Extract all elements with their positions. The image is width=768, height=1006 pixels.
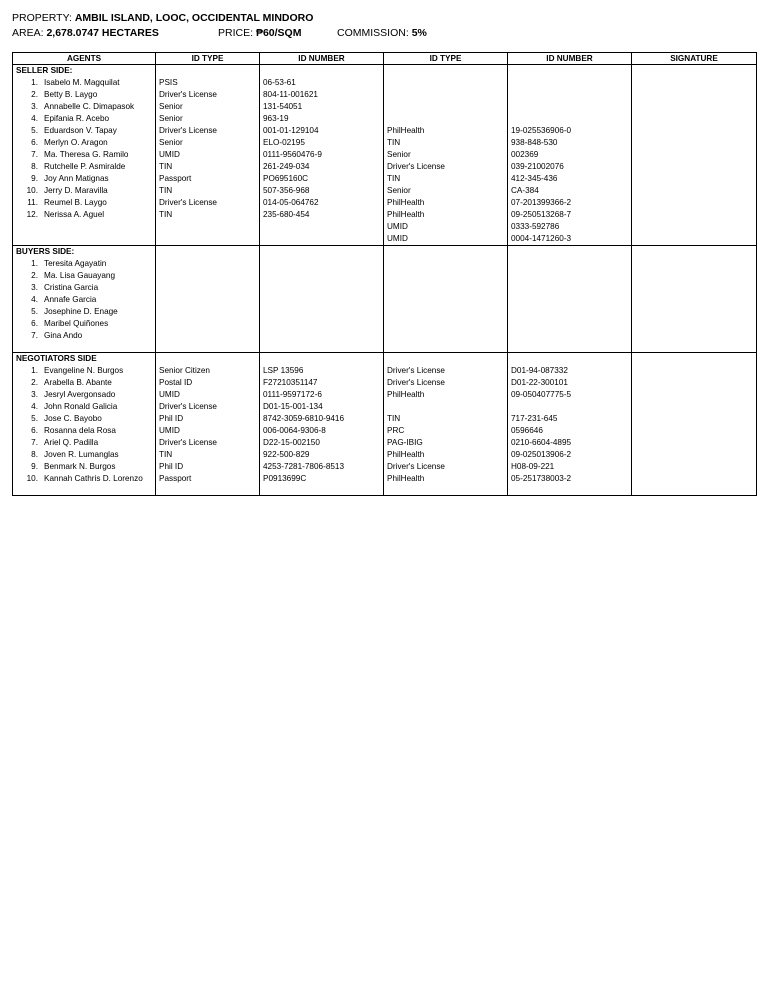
section-title: BUYERS SIDE: [16, 247, 75, 256]
agent-name: John Ronald Galicia [44, 402, 118, 411]
id-type-value: UMID [387, 234, 408, 243]
col-id-number-1: ID NUMBER [260, 53, 384, 65]
agent-number: 6. [31, 138, 38, 147]
agent-item [13, 449, 155, 461]
agent-name: Rutchelle P. Asmiralde [44, 162, 126, 171]
id-number-value: 235-680-454 [263, 210, 310, 219]
id-number-value: D01-15-001-134 [263, 402, 323, 411]
spacer [384, 353, 507, 365]
id-number-value: 507-356-968 [263, 186, 310, 195]
agent-item [13, 318, 155, 330]
id-number-value: 0210-6604-4895 [511, 438, 572, 447]
id-number-value: ELO-02195 [263, 138, 305, 147]
id-number-value: 09-025013906-2 [511, 450, 572, 459]
agent-item [13, 306, 155, 318]
agent-name: Jesryl Avergonsado [44, 390, 116, 399]
id-type-value: Driver's License [387, 366, 445, 375]
id-type-value: TIN [387, 414, 401, 423]
property-line [12, 12, 313, 24]
agent-name: Cristina Garcia [44, 283, 99, 292]
agent-name: Benmark N. Burgos [44, 462, 116, 471]
agent-name: Joy Ann Matignas [44, 174, 109, 183]
agent-number: 10. [26, 186, 38, 195]
agents-cell [13, 65, 156, 246]
agent-number: 7. [31, 331, 38, 340]
agent-name: Annafe Garcia [44, 295, 97, 304]
id-number-value: F27210351147 [263, 378, 318, 387]
agent-number: 4. [31, 402, 38, 411]
negotiators-section [13, 353, 757, 496]
agent-number: 3. [31, 283, 38, 292]
agent-number: 10. [26, 474, 38, 483]
id-type-value: Driver's License [159, 198, 217, 207]
signature-cell[interactable] [632, 65, 757, 246]
agent-item [13, 161, 155, 173]
id-number-value: 963-19 [263, 114, 289, 123]
id-number-value: 001-01-129104 [263, 126, 319, 135]
id-number-value: D01-94-087332 [511, 366, 568, 375]
signature-cell[interactable] [632, 353, 757, 496]
id-type-value: Passport [159, 474, 192, 483]
id-type-value: PSIS [159, 78, 178, 87]
agent-name: Merlyn O. Aragon [44, 138, 108, 147]
section-title: NEGOTIATORS SIDE [16, 354, 97, 363]
agent-name: Ma. Theresa G. Ramilo [44, 150, 129, 159]
agents-cell [13, 353, 156, 496]
agent-name: Evangeline N. Burgos [44, 366, 124, 375]
agent-number: 6. [31, 426, 38, 435]
agent-number: 4. [31, 295, 38, 304]
id-number-value [508, 113, 631, 125]
id-number-value: 717-231-645 [511, 414, 558, 423]
id-number-value: 19-025536906-0 [511, 126, 572, 135]
id-type-value: Driver's License [159, 438, 217, 447]
agent-name: Rosanna dela Rosa [44, 426, 116, 435]
id-type-value: Driver's License [159, 90, 217, 99]
id-type-value: TIN [159, 450, 173, 459]
id-number-value: P0913699C [263, 474, 307, 483]
spacer [384, 89, 507, 101]
agent-name: Nerissa A. Aguel [44, 210, 105, 219]
id-number-value: 002369 [511, 150, 539, 159]
spacer [156, 353, 259, 365]
id-number-value: 09-250513268-7 [511, 210, 572, 219]
area-label: AREA: [12, 27, 44, 39]
id-type2-cell [384, 65, 508, 246]
id-type-value [384, 401, 507, 413]
id-type-value: Passport [159, 174, 192, 183]
agent-number: 5. [31, 126, 38, 135]
id-number1-cell [260, 65, 384, 246]
agent-name: Eduardson V. Tapay [44, 126, 117, 135]
agent-name: Annabelle C. Dimapasok [44, 102, 135, 111]
id-number1-cell [260, 353, 384, 496]
agent-item [13, 101, 155, 113]
agent-item [13, 461, 155, 473]
id-number2-cell [508, 65, 632, 246]
id-number-value: 014-05-064762 [263, 198, 319, 207]
col-signature: SIGNATURE [632, 53, 757, 65]
id-number-value: 0333-592786 [511, 222, 560, 231]
id-type-value: Driver's License [387, 462, 445, 471]
section-title: SELLER SIDE: [16, 66, 73, 75]
id-number-value: 0596646 [511, 426, 543, 435]
commission-value: 5% [411, 27, 427, 39]
agent-number: 1. [31, 259, 38, 268]
id-type-value: PhilHealth [387, 474, 425, 483]
agent-number: 6. [31, 319, 38, 328]
id-number-value: H08-09-221 [511, 462, 555, 471]
id-type-value [384, 101, 507, 113]
agent-number: 7. [31, 150, 38, 159]
id-type-value: Senior [159, 138, 183, 147]
agent-name: Teresita Agayatin [44, 259, 107, 268]
agent-item [13, 437, 155, 449]
agent-item [13, 173, 155, 185]
agent-item [13, 401, 155, 413]
id-number-value: 412-345-436 [511, 174, 558, 183]
agent-name: Josephine D. Enage [44, 307, 118, 316]
agent-item [13, 77, 155, 89]
agent-name: Kannah Cathris D. Lorenzo [44, 474, 143, 483]
id-number-value: D01-22-300101 [511, 378, 568, 387]
area-price-line [12, 27, 752, 39]
id-type-value: Senior [159, 102, 183, 111]
agents-cell [13, 246, 156, 353]
id-number-value: LSP 13596 [263, 366, 304, 375]
id-type-value: Senior [387, 186, 411, 195]
agent-number: 3. [31, 102, 38, 111]
agent-name: Reumel B. Laygo [44, 198, 107, 207]
agent-name: Ariel Q. Padilla [44, 438, 99, 447]
agent-number: 8. [31, 450, 38, 459]
agent-item [13, 330, 155, 342]
spacer [508, 77, 631, 89]
id-type-value: UMID [159, 390, 180, 399]
agent-number: 11. [27, 198, 38, 207]
spacer [260, 65, 383, 77]
property-value: AMBIL ISLAND, LOOC, OCCIDENTAL MINDORO [74, 12, 314, 24]
id-type-value: PhilHealth [387, 210, 425, 219]
seller-section [13, 65, 757, 246]
id-number-value: 0111-9560476-9 [263, 150, 322, 159]
id-number-value [508, 401, 631, 413]
table-header-row [13, 53, 757, 65]
id-type-value: Postal ID [159, 378, 193, 387]
agent-number: 4. [31, 114, 38, 123]
col-id-number-2: ID NUMBER [508, 53, 632, 65]
id-number-value: D22-15-002150 [263, 438, 320, 447]
id-type-value: PhilHealth [387, 198, 425, 207]
id-number-value: 006-0064-9306-8 [263, 426, 326, 435]
col-id-type-1: ID TYPE [156, 53, 260, 65]
id-type-value: Driver's License [387, 162, 445, 171]
area-value: 2,678.0747 HECTARES [46, 27, 159, 39]
agent-item [13, 270, 155, 282]
id-type-value: TIN [387, 174, 401, 183]
agent-name: Jose C. Bayobo [44, 414, 102, 423]
id-type-value: PhilHealth [387, 126, 425, 135]
agent-number: 2. [31, 271, 38, 280]
spacer [508, 89, 631, 101]
id-type-value: Driver's License [387, 378, 445, 387]
agent-item [13, 377, 155, 389]
agent-item [13, 294, 155, 306]
price-label: PRICE: [218, 27, 254, 39]
commission-group [337, 27, 427, 39]
agent-item [13, 89, 155, 101]
agent-number: 2. [31, 378, 38, 387]
agent-number: 3. [31, 390, 38, 399]
spacer [384, 77, 507, 89]
agent-item [13, 125, 155, 137]
id-number-value: 4253-7281-7806-8513 [263, 462, 345, 471]
agent-item [13, 365, 155, 377]
agent-name: Jerry D. Maravilla [44, 186, 108, 195]
id-type-value: PRC [387, 426, 405, 435]
agent-item [13, 149, 155, 161]
agent-number: 1. [31, 366, 38, 375]
col-agents: AGENTS [13, 53, 156, 65]
id-number1-cell [260, 246, 384, 353]
id-number-value: 039-21002076 [511, 162, 564, 171]
id-type-value: TIN [387, 138, 401, 147]
id-type-value: PhilHealth [387, 390, 425, 399]
id-number-value: 05-251738003-2 [511, 474, 572, 483]
agent-number: 9. [31, 462, 38, 471]
agent-item [13, 425, 155, 437]
spacer [508, 353, 631, 365]
agent-item [13, 282, 155, 294]
id-type-value: UMID [159, 426, 180, 435]
agent-item [13, 258, 155, 270]
agent-number: 1. [31, 78, 38, 87]
agent-name: Maribel Quiñones [44, 319, 109, 328]
signature-cell[interactable] [632, 246, 757, 353]
buyers-section [13, 246, 757, 353]
id-type1-cell [156, 65, 260, 246]
id-number-value: PO695160C [263, 174, 309, 183]
price-value: ₱60/SQM [255, 27, 302, 39]
id-type1-cell [156, 353, 260, 496]
agent-name: Gina Ando [44, 331, 83, 340]
id-type-value: TIN [159, 162, 173, 171]
agent-number: 2. [31, 90, 38, 99]
col-id-type-2: ID TYPE [384, 53, 508, 65]
id-number-value: 261-249-034 [263, 162, 310, 171]
id-type1-cell [156, 246, 260, 353]
spacer [260, 353, 383, 365]
id-type-value: Senior Citizen [159, 366, 210, 375]
id-number-value: 804-11-001621 [263, 90, 318, 99]
property-label: PROPERTY: [12, 12, 72, 24]
id-type-value: Phil ID [159, 462, 184, 471]
id-number2-cell [508, 246, 632, 353]
id-type-value [384, 113, 507, 125]
agent-number: 9. [31, 174, 38, 183]
agent-name: Ma. Lisa Gauayang [44, 271, 116, 280]
id-type2-cell [384, 353, 508, 496]
id-type-value: TIN [159, 186, 173, 195]
id-type2-cell [384, 246, 508, 353]
id-number-value: 0111-9597172-6 [263, 390, 322, 399]
agent-item [13, 209, 155, 221]
id-number-value: 938-848-530 [511, 138, 558, 147]
id-number-value: 922-500-829 [263, 450, 310, 459]
agent-name: Betty B. Laygo [44, 90, 98, 99]
id-number-value: 131-54051 [263, 102, 303, 111]
agent-number: 8. [31, 162, 38, 171]
agent-number: 7. [31, 438, 38, 447]
agent-name: Epifania R. Acebo [44, 114, 110, 123]
agent-name: Arabella B. Abante [44, 378, 112, 387]
id-type-value: Phil ID [159, 414, 184, 423]
commission-label: COMMISSION: [337, 27, 409, 39]
id-type-value: Senior [159, 114, 183, 123]
agent-item [13, 473, 155, 485]
id-type-value: PhilHealth [387, 450, 425, 459]
agent-number: 5. [31, 307, 38, 316]
spacer [156, 65, 259, 77]
id-type-value: UMID [159, 150, 180, 159]
id-type-value: PAG-IBIG [387, 438, 423, 447]
agent-name: Isabelo M. Magquilat [44, 78, 120, 87]
agent-item [13, 113, 155, 125]
id-type-value: Driver's License [159, 402, 217, 411]
id-type-value: Driver's License [159, 126, 217, 135]
id-number-value: 8742-3059-6810-9416 [263, 414, 345, 423]
agent-item [13, 389, 155, 401]
agent-number: 12. [26, 210, 38, 219]
id-type-value: TIN [159, 210, 173, 219]
id-number-value: 09-050407775-5 [511, 390, 572, 399]
spacer [384, 65, 507, 77]
agent-number: 5. [31, 414, 38, 423]
id-number-value: 06-53-61 [263, 78, 296, 87]
price-group [218, 27, 301, 39]
agent-item [13, 413, 155, 425]
id-type-value: Senior [387, 150, 411, 159]
agent-item [13, 137, 155, 149]
agents-table [12, 52, 757, 496]
id-number-value: CA-384 [511, 186, 539, 195]
id-type-value: UMID [387, 222, 408, 231]
id-number-value: 07-201399366-2 [511, 198, 572, 207]
id-number-value: 0004-1471260-3 [511, 234, 572, 243]
id-number-value [508, 101, 631, 113]
agent-item [13, 197, 155, 209]
agent-item [13, 185, 155, 197]
agent-name: Joven R. Lumanglas [44, 450, 119, 459]
spacer [508, 65, 631, 77]
id-number2-cell [508, 353, 632, 496]
